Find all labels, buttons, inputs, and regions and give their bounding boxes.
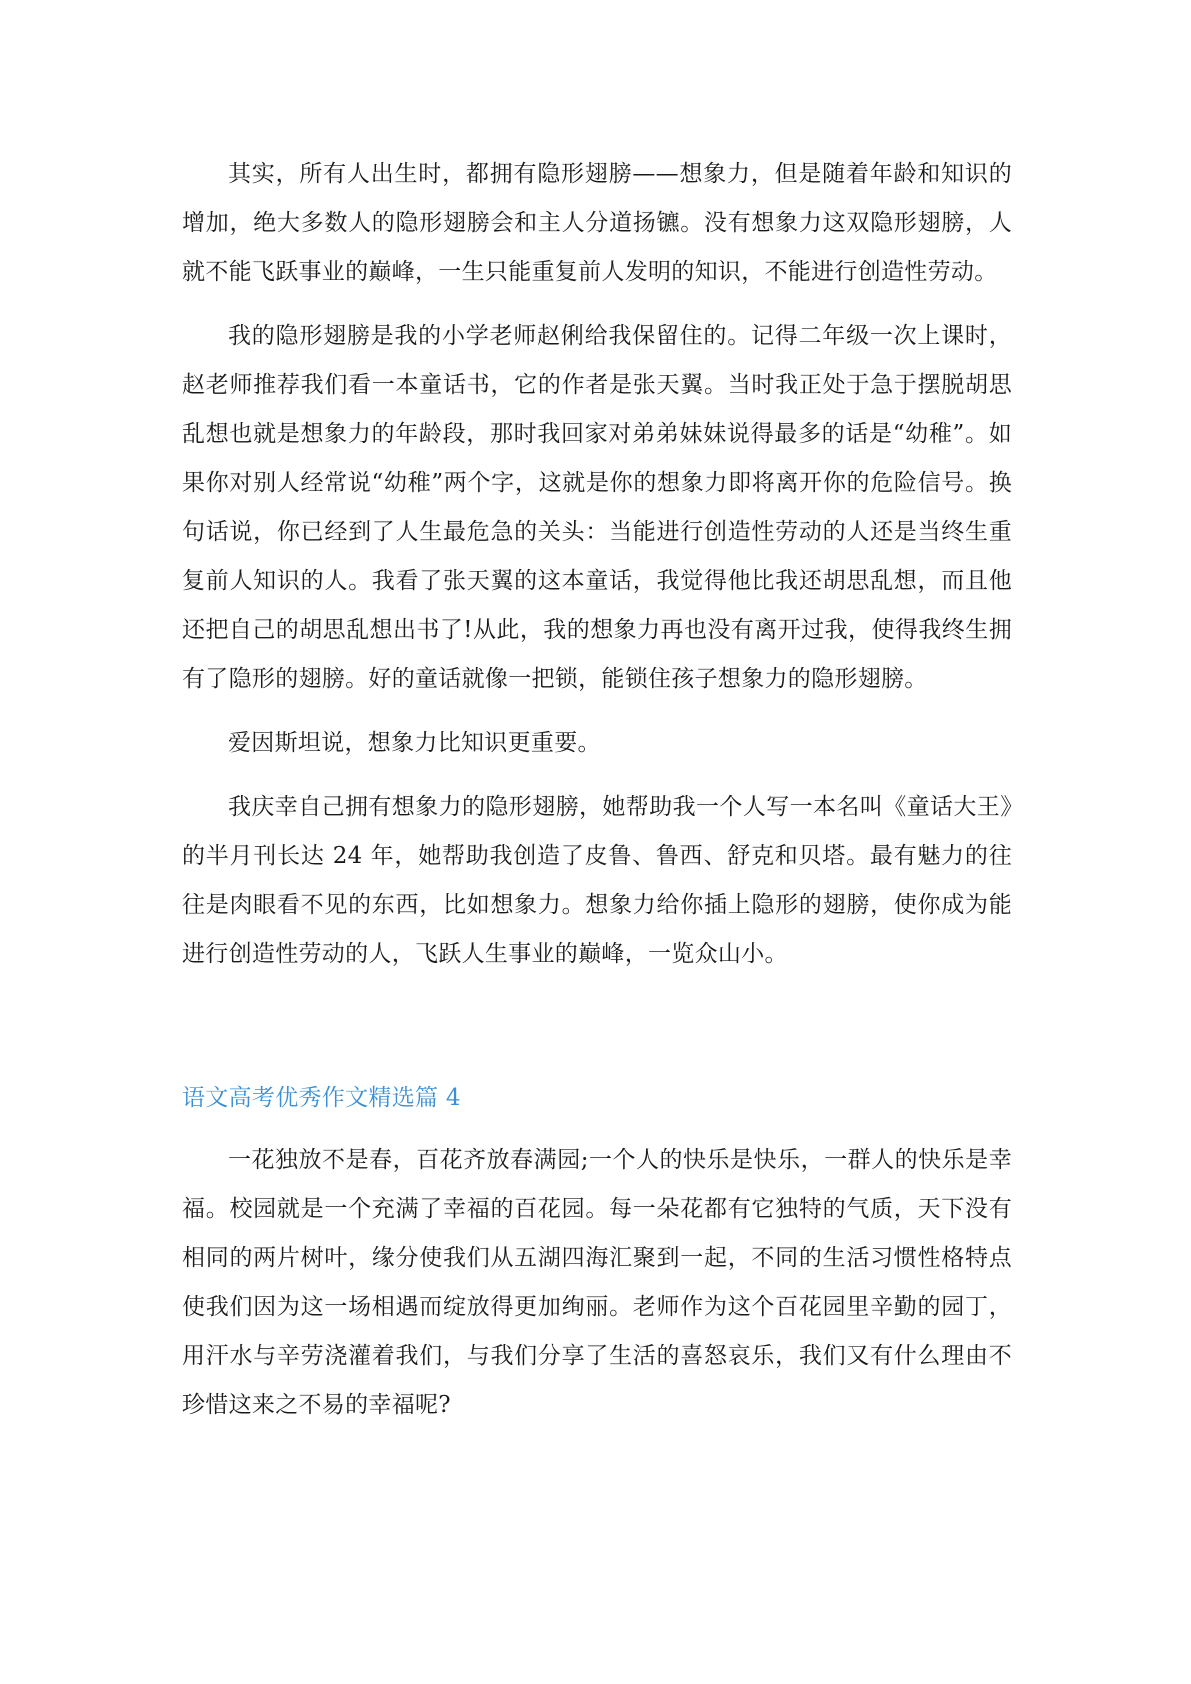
- paragraph-fairy-tale-king: 我庆幸自己拥有想象力的隐形翅膀，她帮助我一个人写一本名叫《童话大王》的半月刊长达 24 年，她帮助我创造了皮鲁、鲁西、舒克和贝塔。最有魅力的往往是肉眼看不见的东西，比如想象力。想象力给你插上隐形的翅膀，使你成为能进行创造性劳动的人，飞跃人生事业的巅峰，一览众山小。: [182, 794, 1012, 967]
- section-heading: 语文高考优秀作文精选篇 4: [182, 1085, 461, 1111]
- paragraph-teacher-zhao: 我的隐形翅膀是我的小学老师赵俐给我保留住的。记得二年级一次上课时，赵老师推荐我们看一本童话书，它的作者是张天翼。当时我正处于急于摆脱胡思乱想也就是想象力的年龄段，那时我回家对弟弟妹妹说得最多的话是“幼稚”。如果你对别人经常说“幼稚”两个字，这就是你的想象力即将离开你的危险信号。换句话说，你已经到了人生最危急的关头：当能进行创造性劳动的人还是当终生重复前人知识的人。我看了张天翼的这本童话，我觉得他比我还胡思乱想，而且他还把自己的胡思乱想出书了!从此，我的想象力再也没有离开过我，使得我终生拥有了隐形的翅膀。好的童话就像一把锁，能锁住孩子想象力的隐形翅膀。: [182, 323, 1012, 692]
- paragraph-einstein-quote: 爱因斯坦说，想象力比知识更重要。: [228, 730, 601, 756]
- article-body: [182, 150, 1012, 1445]
- paragraph-campus-garden: 一花独放不是春，百花齐放春满园;一个人的快乐是快乐，一群人的快乐是幸福。校园就是一个充满了幸福的百花园。每一朵花都有它独特的气质，天下没有相同的两片树叶，缘分使我们从五湖四海汇聚到一起，不同的生活习惯性格特点使我们因为这一场相遇而绽放得更加绚丽。老师作为这个百花园里辛勤的园丁，用汗水与辛劳浇灌着我们，与我们分享了生活的喜怒哀乐，我们又有什么理由不珍惜这来之不易的幸福呢?: [182, 1147, 1012, 1418]
- paragraph-invisible-wings: 其实，所有人出生时，都拥有隐形翅膀——想象力，但是随着年龄和知识的增加，绝大多数人的隐形翅膀会和主人分道扬镳。没有想象力这双隐形翅膀，人就不能飞跃事业的巅峰，一生只能重复前人发明的知识，不能进行创造性劳动。: [182, 161, 1012, 285]
